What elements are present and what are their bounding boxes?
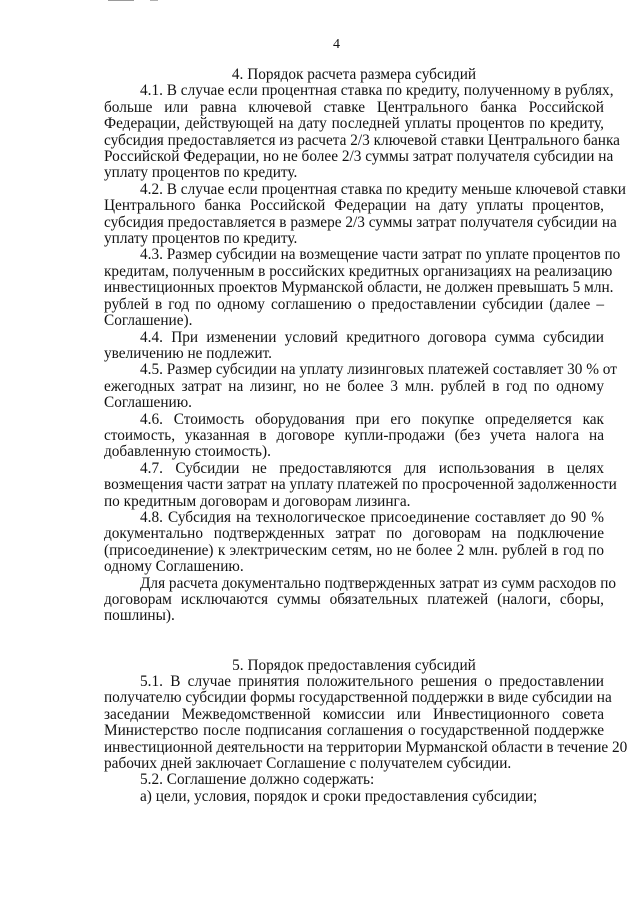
paragraph-line: ежегодных затрат на лизинг, но не более 3 млн. рублей в год по одному — [104, 377, 604, 395]
paragraph-line: инвестиционных проектов Мурманской области, не должен превышать 5 млн. — [104, 279, 614, 297]
paragraph-line: Центрального банка Российской Федерации на дату уплаты процентов, — [104, 197, 604, 215]
paragraph-line: Соглашение). — [104, 312, 193, 330]
paragraph-line: возмещения части затрат на уплату платежей по просроченной задолженности — [104, 476, 617, 494]
paragraph-line: (присоединение) к электрическим сетям, но не более 2 млн. рублей в год по — [104, 541, 604, 559]
paragraph-line: 4.8. Субсидия на технологическое присоединение составляет до 90 % — [140, 508, 604, 526]
paragraph-line: документально подтвержденных затрат по договорам на подключение — [104, 525, 604, 543]
paragraph-line: а) цели, условия, порядок и сроки предоставления субсидии; — [140, 787, 538, 805]
page-number: 4 — [333, 37, 340, 52]
paragraph-line: 4.2. В случае если процентная ставка по кредиту меньше ключевой ставки — [140, 180, 626, 198]
paragraph-line: уплату процентов по кредиту. — [104, 230, 298, 248]
paragraph-line: стоимость, указанная в договоре купли-продажи (без учета налога на — [104, 426, 604, 444]
paragraph-line: пошлины). — [104, 607, 175, 625]
paragraph-line: одному Соглашению. — [104, 558, 244, 576]
paragraph-line: увеличению не подлежит. — [104, 344, 273, 362]
paragraph-line: 4.3. Размер субсидии на возмещение части затрат по уплате процентов по — [140, 246, 621, 264]
paragraph-line: кредитам, полученным в российских кредитных организациях на реализацию — [104, 262, 613, 280]
paragraph-line: инвестиционной деятельности на территории Мурманской области в течение 20 — [104, 738, 628, 756]
paragraph-line: рублей в год по одному соглашению о предоставлении субсидии (далее – — [104, 295, 604, 313]
paragraph-line: 4.5. Размер субсидии на уплату лизинговых платежей составляет 30 % от — [140, 361, 617, 379]
paragraph-line: добавленную стоимость). — [104, 443, 271, 461]
paragraph-line: Соглашению. — [104, 394, 192, 412]
paragraph-line: Федерации, действующей на дату последней уплаты процентов по кредиту, — [104, 115, 604, 133]
paragraph-line: рабочих дней заключает Соглашение с получателем субсидии. — [104, 755, 512, 773]
document-body — [104, 66, 628, 805]
paragraph-line: 4.6. Стоимость оборудования при его покупке определяется как — [140, 410, 604, 428]
paragraph-line: 4.4. При изменении условий кредитного договора сумма субсидии — [140, 328, 604, 346]
section-5-heading: 5. Порядок предоставления субсидий — [232, 656, 476, 674]
section-4-heading: 4. Порядок расчета размера субсидий — [231, 66, 477, 83]
section-spacer — [104, 625, 604, 658]
paragraph-line: договорам исключаются суммы обязательных платежей (налоги, сборы, — [104, 591, 604, 608]
paragraph-line: получателю субсидии формы государственной поддержки в виде субсидии на — [104, 689, 612, 707]
scan-artifact — [150, 0, 158, 3]
paragraph-line: Российской Федерации, но не более 2/3 суммы затрат получателя субсидии на — [104, 148, 614, 166]
paragraph-line: 5.2. Соглашение должно содержать: — [140, 771, 375, 789]
paragraph-line: 4.7. Субсидии не предоставляются для использования в целях — [140, 459, 604, 477]
paragraph-line: заседании Межведомственной комиссии или Инвестиционного совета — [104, 705, 604, 723]
paragraph-line: 4.1. В случае если процентная ставка по кредиту, полученному в рублях, — [140, 82, 614, 100]
scan-artifact — [108, 0, 134, 4]
paragraph-line: по кредитным договорам и договорам лизинга. — [104, 492, 411, 510]
paragraph-line: 5.1. В случае принятия положительного решения о предоставлении — [140, 673, 604, 691]
paragraph-line: Министерство после подписания соглашения о государственной поддержке — [104, 722, 604, 740]
paragraph-line: субсидия предоставляется из расчета 2/3 ключевой ставки Центрального банка — [104, 131, 620, 149]
paragraph-line: Для расчета документально подтвержденных затрат из сумм расходов по — [140, 574, 617, 592]
paragraph-line: больше или равна ключевой ставке Центрального банка Российской — [104, 98, 604, 116]
paragraph-line: субсидия предоставляется в размере 2/3 суммы затрат получателя субсидии на — [104, 213, 617, 231]
paragraph-line: уплату процентов по кредиту. — [104, 164, 298, 182]
